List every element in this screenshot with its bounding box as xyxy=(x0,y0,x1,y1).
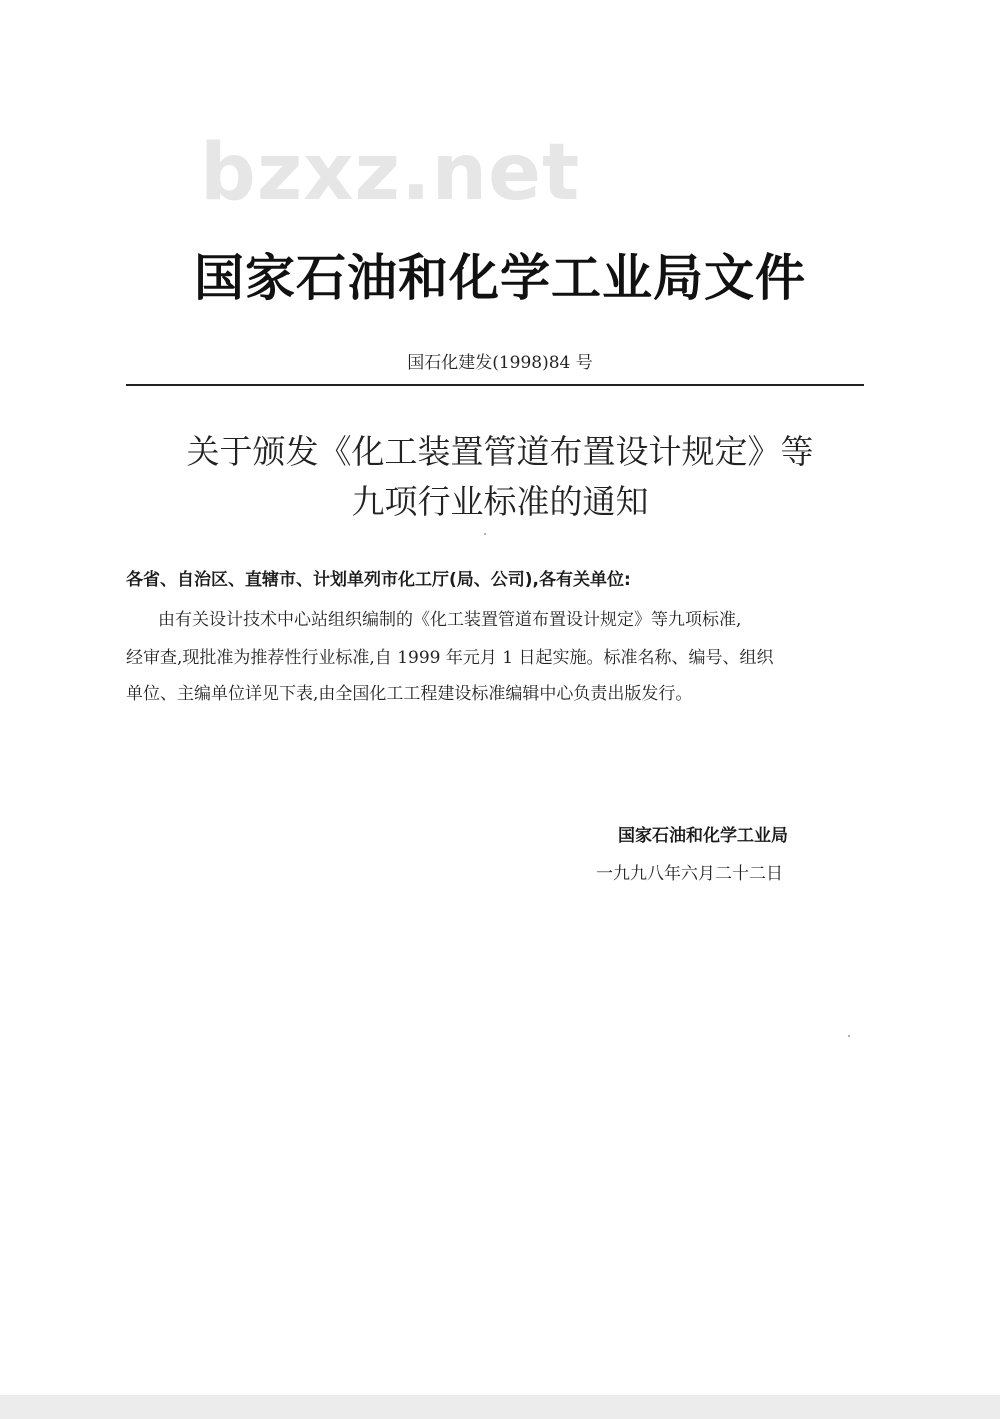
header-divider xyxy=(126,384,864,386)
body-paragraph-line-3: 单位、主编单位详见下表,由全国化工工程建设标准编辑中心负责出版发行。 xyxy=(126,684,693,704)
body-paragraph-line-2: 经审查,现批准为推荐性行业标准,自 1999 年元月 1 日起实施。标准名称、编号、组织 xyxy=(126,648,774,668)
issuer-signature: 国家石油和化学工业局 xyxy=(618,826,788,846)
scan-speck xyxy=(484,533,486,535)
body-paragraph-line-1: 由有关设计技术中心站组织编制的《化工装置管道布置设计规定》等九项标准, xyxy=(158,610,742,630)
notice-title-line-1: 关于颁发《化工装置管道布置设计规定》等 xyxy=(186,432,814,471)
scan-speck xyxy=(848,1035,850,1037)
addressee-line: 各省、自治区、直辖市、计划单列市化工厅(局、公司),各有关单位: xyxy=(126,570,631,590)
page-bottom-margin xyxy=(0,1395,1000,1419)
issue-date: 一九九八年六月二十二日 xyxy=(596,864,783,884)
notice-title-line-2: 九项行业标准的通知 xyxy=(351,482,649,521)
agency-title: 国家石油和化学工业局文件 xyxy=(194,249,806,307)
document-number: 国石化建发(1998)84 号 xyxy=(407,353,593,373)
watermark: bzxz.net xyxy=(200,128,581,218)
